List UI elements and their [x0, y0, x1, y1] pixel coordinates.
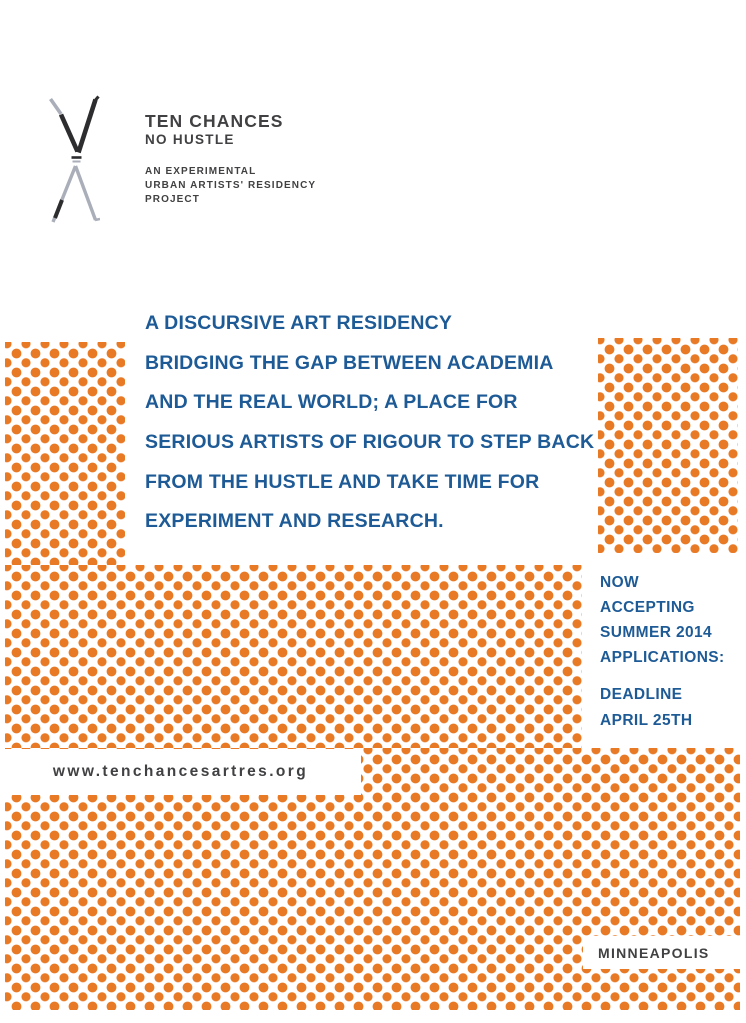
- headline-line: FROM THE HUSTLE AND TAKE TIME FOR: [145, 470, 540, 493]
- brand-tagline-line: URBAN ARTISTS' RESIDENCY: [145, 180, 317, 191]
- brand-tagline-line: PROJECT: [145, 194, 200, 205]
- headline-line: SERIOUS ARTISTS OF RIGOUR TO STEP BACK: [145, 431, 595, 454]
- website-url: www.tenchancesartres.org: [52, 763, 309, 780]
- announcement-line: ACCEPTING: [600, 598, 695, 616]
- deadline-line: APRIL 25TH: [600, 711, 693, 729]
- brand-subtitle: NO HUSTLE: [145, 132, 235, 147]
- brand-block: [145, 111, 316, 207]
- deadline-block: [600, 683, 725, 733]
- deadline-line: DEADLINE: [600, 686, 683, 704]
- brand-title: TEN CHANCES: [145, 111, 284, 131]
- announcement-line: APPLICATIONS:: [600, 649, 725, 667]
- announcement-line: SUMMER 2014: [600, 623, 713, 641]
- location-label: MINNEAPOLIS: [598, 944, 710, 961]
- crossed-sticks-logo-icon: [48, 95, 100, 225]
- dot-pattern-right-column: [598, 338, 738, 553]
- dot-pattern-middle-band: [5, 565, 582, 748]
- brand-tagline-line: AN EXPERIMENTAL: [145, 166, 257, 177]
- headline-line: A DISCURSIVE ART RESIDENCY: [145, 312, 453, 335]
- headline: [145, 304, 594, 542]
- brand-tagline: [145, 165, 316, 207]
- location-band: [583, 936, 746, 969]
- headline-line: AND THE REAL WORLD; A PLACE FOR: [145, 391, 518, 414]
- website-band: [0, 749, 361, 795]
- announcement-block: [600, 570, 725, 733]
- headline-line: BRIDGING THE GAP BETWEEN ACADEMIA: [145, 351, 554, 374]
- headline-line: EXPERIMENT AND RESEARCH.: [145, 510, 444, 533]
- announcement-line: NOW: [600, 573, 640, 591]
